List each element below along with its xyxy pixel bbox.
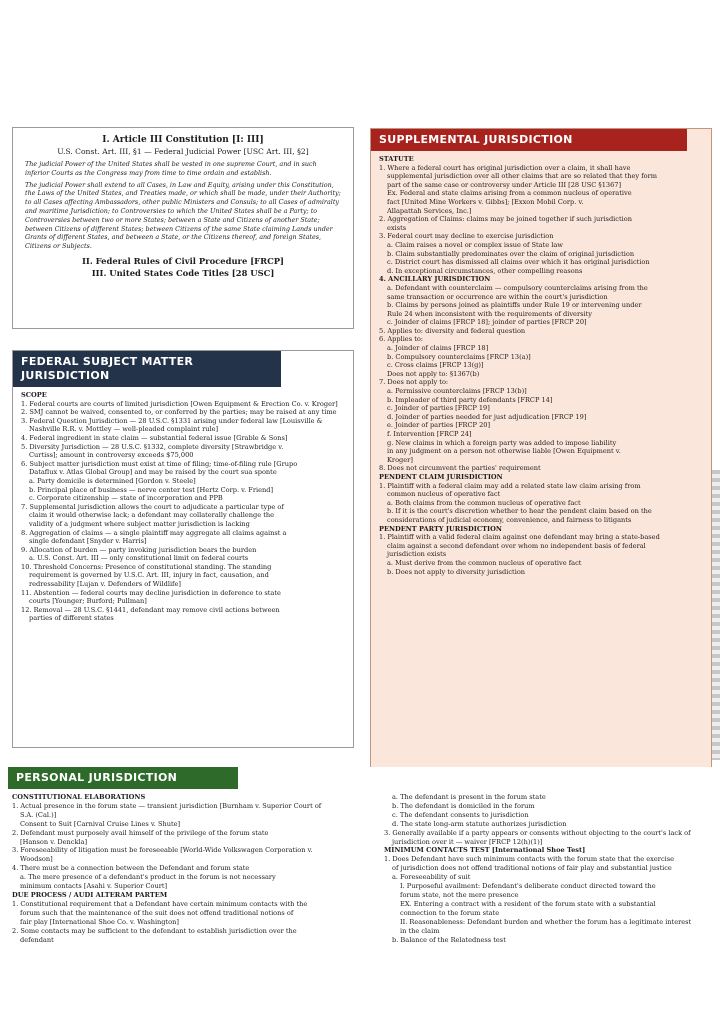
outline-line: minimum contacts [Asahi v. Superior Court] — [20, 882, 168, 891]
outline-line: Kroger] — [387, 455, 413, 464]
outline-line: 3. Generally available if a party appears or consents without objecting to the court's lack of — [384, 828, 691, 837]
outline-line: e. Joinder of parties [FRCP 20] — [387, 421, 491, 430]
supplemental-jurisdiction-box — [370, 128, 712, 778]
outline-line: a. Defendant with counterclaim — compulsory counterclaims arising from the — [387, 283, 648, 292]
outline-line: a. Must derive from the common nucleus of operative fact — [387, 558, 582, 567]
outline-line: considerations of judicial economy, convenience, and fairness to litigants — [387, 515, 632, 524]
outline-line: Woodson] — [20, 855, 53, 864]
section-heading: DUE PROCESS / AUDI ALTERAM PARTEM — [12, 890, 168, 899]
outline-line: forum state, not the mere presence — [400, 890, 519, 899]
outline-line: b. If it is the court's discretion whether to hear the pendent claim based on the — [387, 507, 652, 516]
outline-line: 6. Applies to: — [379, 335, 424, 344]
smj-header: FEDERAL SUBJECT MATTER JURISDICTION — [13, 351, 281, 387]
outline-line: defendant — [20, 935, 54, 944]
outline-line: c. District court has dismissed all claims over which it has original jurisdiction — [387, 258, 650, 267]
supp-body — [371, 151, 711, 580]
outline-line: I. Purposeful availment: Defendant's deliberate conduct directed toward the — [400, 882, 656, 891]
outline-line: a. Permissive counterclaims [FRCP 13(b)] — [387, 387, 527, 396]
outline-line: 1. Plaintiff with a valid federal claim against one defendant may bring a state-based — [379, 533, 660, 542]
personal-jurisdiction-box — [8, 767, 712, 1022]
outline-line: exists — [387, 223, 407, 232]
outline-line: a. The defendant is present in the forum state — [392, 793, 546, 801]
outline-line: d. Joinder of parties needed for just adjudication [FRCP 19] — [387, 412, 587, 421]
outline-line: part of the same case or controversy under Article III [28 USC §1367] — [387, 180, 622, 189]
outline-line: 1. Federal courts are courts of limited jurisdiction [Owen Equipment & Erection Co. v. Kroger] — [21, 399, 338, 408]
outline-line: c. Joinder of claims [FRCP 18]; joinder of parties [FRCP 20] — [387, 318, 587, 327]
outline-line: a. Foreseeability of suit — [392, 873, 471, 882]
outline-line: 8. Does not circumvent the parties' requirement — [379, 464, 541, 473]
section-heading: SCOPE — [21, 391, 47, 399]
outline-line: 6. Subject matter jurisdiction must exist at time of filing; time-of-filing rule [Grupo — [21, 459, 298, 468]
section-heading: STATUTE — [379, 155, 414, 163]
outline-line: b. Principal place of business — nerve center test [Hertz Corp. v. Friend] — [29, 485, 274, 494]
outline-line: f. Intervention [FRCP 24] — [387, 430, 472, 438]
outline-line: common nucleus of operative fact — [387, 490, 501, 499]
outline-line: 5. Diversity Jurisdiction — 28 U.S.C. §1332, complete diversity [Strawbridge v. — [21, 442, 284, 451]
outline-line: forum such that the maintenance of the suit does not offend traditional notions of — [20, 908, 294, 917]
pj-right-column — [384, 793, 710, 944]
outline-line: 4. Federal ingredient in state claim — substantial federal issue [Grable & Sons] — [21, 433, 288, 442]
page-edge-tab — [712, 470, 720, 760]
constitution-subtitle: U.S. Const. Art. III, §1 — Federal Judicial Power [USC Art. III, §2] — [57, 147, 309, 156]
outline-line: 5. Applies to: diversity and federal question — [379, 326, 526, 335]
outline-line: in the claim — [400, 926, 440, 935]
outline-line: Ex. Federal and state claims arising from a common nucleus of operative — [387, 189, 632, 198]
outline-line: Curtiss]; amount in controversy exceeds $75,000 — [29, 451, 194, 460]
outline-line: 11. Abstention — federal courts may decline jurisdiction in deference to state — [21, 588, 281, 597]
outline-line: Rule 24 when inconsistent with the requirements of diversity — [387, 309, 592, 318]
outline-line: a. Joinder of claims [FRCP 18] — [387, 344, 489, 353]
outline-line: g. New claims in which a foreign party was added to impose liability — [387, 438, 617, 447]
outline-line: c. The defendant consents to jurisdiction — [392, 810, 529, 819]
outline-line: redressability [Lujan v. Defenders of Wildlife] — [29, 580, 181, 589]
outline-line: 7. Supplemental jurisdiction allows the court to adjudicate a particular type of — [21, 502, 284, 511]
outline-line: 2. Aggregation of Claims: claims may be joined together if such jurisdiction — [379, 215, 632, 224]
outline-line: claim against a second defendant over whom no independent basis of federal — [387, 541, 646, 550]
outline-line: requirement is governed by U.S.C. Art. III, injury in fact, causation, and — [29, 571, 269, 580]
outline-line: 1. Actual presence in the forum state — transient jurisdiction [Burnham v. Superior Court of — [12, 801, 322, 810]
section-heading: PENDENT PARTY JURISDICTION — [379, 524, 502, 533]
outline-line: validity of a judgment where subject matter jurisdiction is lacking — [29, 519, 250, 528]
section-heading: CONSTITUTIONAL ELABORATIONS — [12, 793, 146, 801]
pj-left-column — [12, 793, 374, 944]
outline-line: Dataflux v. Atlas Global Group] and may be raised by the court sua sponte — [29, 468, 277, 477]
outline-line: b. Balance of the Relatedness test — [392, 935, 506, 944]
constitution-summary-box — [12, 127, 354, 329]
outline-line: of jurisdiction does not offend traditional notions of fair play and substantial justice — [392, 864, 672, 873]
constitution-paragraph: The judicial Power of the United States shall be vested in one supreme Court, and in such inferior Courts as the Congress may from time to time ordain and establish. — [25, 160, 317, 177]
outline-line: courts [Younger; Burford; Pullman] — [29, 597, 147, 606]
outline-line: 12. Removal — 28 U.S.C. §1441, defendant may remove civil actions between — [21, 605, 280, 614]
outline-line: b. Claim substantially predominates over the claim of original jurisdiction — [387, 249, 635, 258]
outline-line: 1. Where a federal court has original jurisdiction over a claim, it shall have — [379, 163, 631, 172]
outline-line: 1. Does Defendant have such minimum contacts with the forum state that the exercise — [384, 855, 675, 864]
outline-line: Nashville R.R. v. Mottley — well-pleaded complaint rule] — [29, 425, 219, 434]
outline-line: 2. SMJ cannot be waived, consented to, or conferred by the parties; may be raised at any time — [21, 408, 337, 417]
constitution-title: I. Article III Constitution [I: III] — [102, 135, 264, 145]
outline-line: claim it would otherwise lack; a defendant may collaterally challenge the — [29, 511, 275, 520]
outline-line: 2. Defendant must purposely avail himself of the privilege of the forum state — [12, 828, 269, 837]
outline-line: a. Both claims from the common nucleus of operative fact — [387, 498, 581, 507]
outline-line: jurisdiction exists — [387, 550, 447, 559]
outline-line: 3. Federal Question Jurisdiction — 28 U.S.C. §1331 arising under federal law [Louisville & — [21, 416, 323, 425]
outline-line: [Hanson v. Denckla] — [20, 837, 88, 846]
outline-line: connection to the forum state — [400, 908, 500, 917]
outline-line: 4. There must be a connection between the Defendant and forum state — [12, 864, 250, 873]
smj-body — [13, 387, 353, 627]
section-heading: 4. ANCILLARY JURISDICTION — [379, 275, 491, 284]
outline-line: d. The state long-arm statute authorizes jurisdiction — [392, 819, 567, 828]
outline-line: fact [United Mine Workers v. Gibbs]; [Exxon Mobil Corp. v. — [387, 197, 584, 206]
source-frcp: II. Federal Rules of Civil Procedure [FRCP] — [81, 255, 284, 266]
outline-line: 8. Aggregation of claims — a single plaintiff may aggregate all claims against a — [21, 528, 287, 537]
subject-matter-jurisdiction-box — [12, 350, 354, 748]
outline-line: jurisdiction over it — waiver [FRCP 12(h)(1)] — [392, 837, 543, 846]
outline-line: 2. Some contacts may be sufficient to the defendant to establish jurisdiction over the — [12, 926, 297, 935]
outline-line: c. Cross claims [FRCP 13(g)] — [387, 361, 484, 370]
outline-line: EX. Entering a contract with a resident of the forum state with a substantial — [400, 899, 656, 908]
outline-line: 9. Allocation of burden — party invoking jurisdiction bears the burden — [21, 545, 257, 554]
source-usc: III. United States Code Titles [28 USC] — [91, 267, 275, 278]
outline-line: in any judgment on a person not otherwise liable [Owen Equipment v. — [387, 447, 621, 456]
outline-line: c. Joinder of parties [FRCP 19] — [387, 404, 490, 413]
outline-line: Does not apply to: §1367(b) — [387, 369, 480, 378]
section-heading: PENDENT CLAIM JURISDICTION — [379, 472, 503, 481]
outline-line: II. Reasonableness: Defendant burden and whether the forum has a legitimate interest — [400, 917, 692, 926]
outline-line: d. In exceptional circumstances, other compelling reasons — [387, 266, 583, 275]
outline-line: a. The mere presence of a defendant's product in the forum is not necessary — [20, 873, 276, 882]
outline-line: same transaction or occurrence are within the court's jurisdiction — [387, 292, 608, 301]
outline-line: 3. Foreseeability of litigation must be foreseeable [World-Wide Volkswagen Corporation v. — [12, 846, 313, 855]
section-heading: MINIMUM CONTACTS TEST [International Shoe Test] — [384, 846, 586, 855]
outline-line: 7. Does not apply to: — [379, 378, 449, 387]
outline-line: single defendant [Snyder v. Harris] — [29, 537, 147, 546]
outline-line: supplemental jurisdiction over all other claims that are so related that they form — [387, 172, 658, 181]
outline-line: b. The defendant is domiciled in the forum — [392, 801, 535, 810]
outline-line: Consent to Suit [Carnival Cruise Lines v. Shute] — [20, 819, 181, 828]
outline-line: Allapattah Services, Inc.] — [387, 206, 472, 215]
outline-line: b. Compulsory counterclaims [FRCP 13(a)] — [387, 352, 531, 361]
outline-line: parties of different states — [29, 614, 114, 623]
outline-line: a. Party domicile is determined [Gordon v. Steele] — [29, 476, 196, 485]
outline-line: 3. Federal court may decline to exercise jurisdiction — [379, 232, 554, 241]
outline-line: 1. Constitutional requirement that a Defendant have certain minimum contacts with the — [12, 899, 308, 908]
supp-header: SUPPLEMENTAL JURISDICTION — [371, 129, 687, 151]
outline-line: 10. Threshold Concerns: Presence of constitutional standing. The standing — [21, 562, 272, 571]
outline-line: 1. Plaintiff with a federal claim may add a related state law claim arising from — [379, 481, 641, 490]
outline-line: c. Corporate citizenship — state of incorporation and PPB — [29, 494, 223, 503]
outline-line: b. Does not apply to diversity jurisdiction — [387, 567, 526, 576]
outline-line: a. Claim raises a novel or complex issue of State law — [387, 240, 563, 249]
outline-line: b. Impleader of third party defendants [FRCP 14] — [387, 395, 553, 404]
constitution-paragraph: The judicial Power shall extend to all Cases, in Law and Equity, arising under this Constitution, the Laws of the United States, and Treaties made, or which shall be made, under their Authority; to all Cases affecting Ambassadors, other public Ministers and Consuls; to all Cases of admiralty and maritime Jurisdiction; to Controversies to which the United States shall be a Party; to Controversies between two or more States; between a State and Citizens of another State; between Citizens of different States; between Citizens of the same State claiming Lands under Grants of different States, and between a State, or the Citizens thereof, and foreign States, Citizens or Subjects. — [25, 180, 341, 251]
outline-line: fair play [International Shoe Co. v. Washington] — [20, 917, 179, 926]
outline-line: S.A. (Cal.)] — [20, 810, 57, 819]
pj-header: PERSONAL JURISDICTION — [8, 767, 238, 789]
outline-line: a. U.S. Const. Art. III — only constitutional limit on federal courts — [29, 554, 249, 563]
outline-line: b. Claims by persons joined as plaintiffs under Rule 19 or intervening under — [387, 301, 642, 310]
